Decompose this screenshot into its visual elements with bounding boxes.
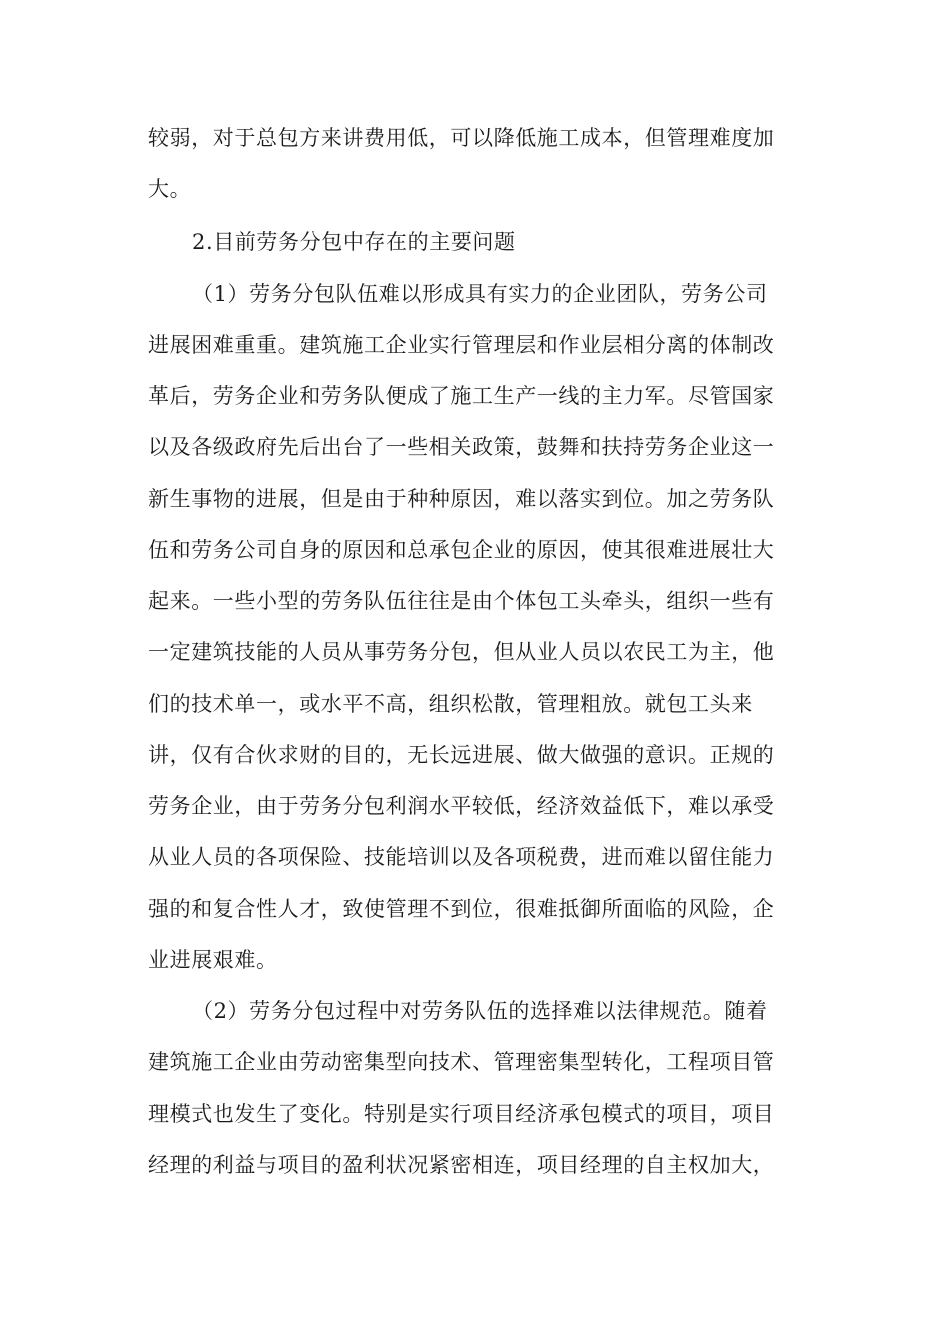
text-line: 新生事物的进展，但是由于种种原因，难以落实到位。加之劳务队 <box>148 487 775 511</box>
text-line: （2）劳务分包过程中对劳务队伍的选择难以法律规范。随着 <box>192 999 768 1023</box>
text-line: 一定建筑技能的人员从事劳务分包，但从业人员以农民工为主，他 <box>148 640 775 664</box>
text-line: 大。 <box>148 177 192 201</box>
text-line: 以及各级政府先后出台了一些相关政策，鼓舞和扶持劳务企业这一 <box>148 435 775 459</box>
text-line: 革后，劳务企业和劳务队便成了施工生产一线的主力军。尽管国家 <box>148 384 775 408</box>
text-line: 强的和复合性人才，致使管理不到位，很难抵御所面临的风险，企 <box>148 897 775 921</box>
text-line: 从业人员的各项保险、技能培训以及各项税费，进而难以留住能力 <box>148 845 775 869</box>
text-line: 们的技术单一，或水平不高，组织松散，管理粗放。就包工头来 <box>148 692 753 716</box>
text-line: 讲，仅有合伙求财的目的，无长远进展、做大做强的意识。正规的 <box>148 743 775 767</box>
text-line: 建筑施工企业由劳动密集型向技术、管理密集型转化，工程项目管 <box>148 1050 775 1074</box>
text-line: 经理的利益与项目的盈利状况紧密相连，项目经理的自主权加大， <box>148 1153 775 1177</box>
section-heading: 2.目前劳务分包中存在的主要问题 <box>192 230 516 254</box>
text-line: 劳务企业，由于劳务分包利润水平较低，经济效益低下，难以承受 <box>148 794 775 818</box>
text-line: 伍和劳务公司自身的原因和总承包企业的原因，使其很难进展壮大 <box>148 538 775 562</box>
text-line: 较弱，对于总包方来讲费用低，可以降低施工成本，但管理难度加 <box>148 126 775 150</box>
text-line: 理模式也发生了变化。特别是实行项目经济承包模式的项目，项目 <box>148 1102 775 1126</box>
text-line: 起来。一些小型的劳务队伍往往是由个体包工头牵头，组织一些有 <box>148 589 775 613</box>
text-line: （1）劳务分包队伍难以形成具有实力的企业团队，劳务公司 <box>192 282 768 306</box>
text-line: 进展困难重重。建筑施工企业实行管理层和作业层相分离的体制改 <box>148 333 775 357</box>
text-line: 业进展艰难。 <box>148 948 278 972</box>
